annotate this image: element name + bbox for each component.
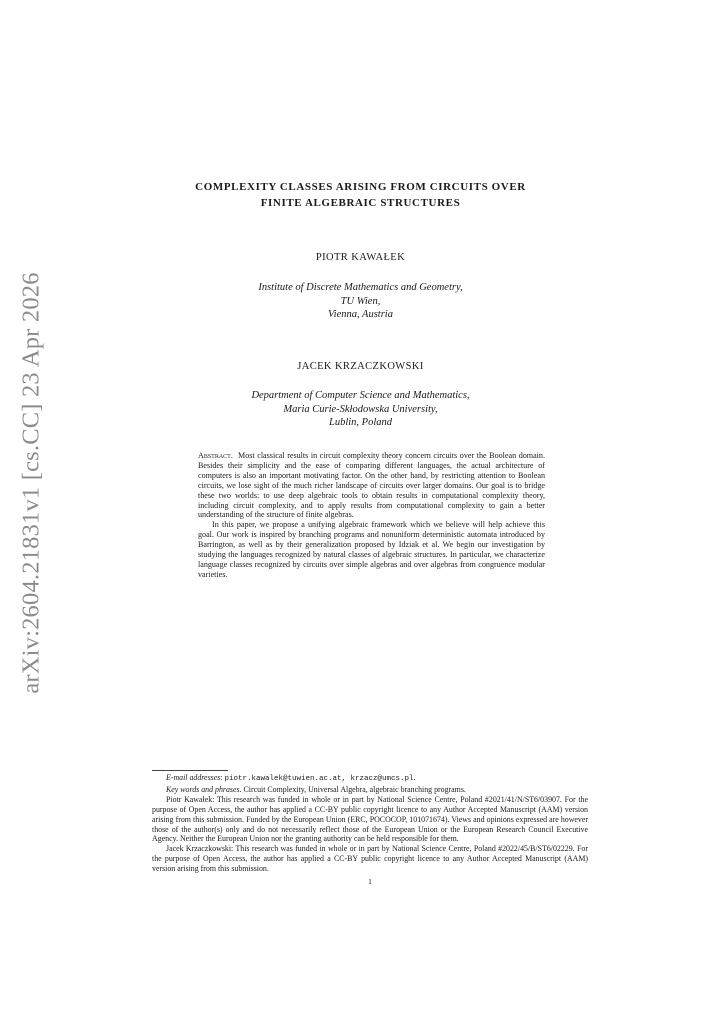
abstract-paragraph-1: [198, 451, 545, 520]
keywords-text: Circuit Complexity, Universal Algebra, algebraic branching programs.: [243, 784, 466, 794]
arxiv-identifier-text: arXiv:2604.21831v1 [cs.CC] 23 Apr 2026: [18, 272, 46, 694]
arxiv-identifier-stamp: [14, 272, 50, 694]
abstract-heading: Abstract.: [198, 451, 233, 460]
abstract-paragraph-2: In this paper, we propose a unifying algebraic framework which we believe will help achieve this goal. Our work is inspired by branching programs and nonuniform deterministic automata introduced by Barrington, as well as by their generalization proposed by Idziak et al. We begin our investigation by studying the languages recognized by natural classes of algebraic structures. In particular, we characterize language classes recognized by circuits over simple algebras and over algebras from congruence modular varieties.: [198, 520, 545, 579]
affiliation-1-line-3: Vienna, Austria: [328, 309, 393, 320]
footnote-rule: [152, 770, 228, 771]
affiliation-2-line-1: Department of Computer Science and Mathematics,: [251, 390, 470, 401]
paper-title-line-1: COMPLEXITY CLASSES ARISING FROM CIRCUITS OVER: [195, 181, 526, 193]
email-addresses: piotr.kawalek@tuwien.ac.at, krzacz@umcs.pl: [224, 775, 414, 783]
abstract-paragraph-1-text: Most classical results in circuit complexity theory concern circuits over the Boolean domain. Besides their simplicity and the ease of comparing different languages, the actual architecture of computers is also an important motivating factor. On the other hand, by restricting attention to Boolean circuits, we lose sight of the much richer landscape of circuits over larger domains. Our goal is to bridge these two worlds: to use deep algebraic tools to obtain results in computational complexity theory, including circuit complexity, and to apply results from computational complexity to gain a better understanding of the structure of finite algebras.: [198, 451, 546, 520]
author-affiliation-1: [150, 281, 571, 322]
footnote-funding-1: Piotr Kawałek: This research was funded in whole or in part by National Science Centre, Poland #2021/41/N/ST6/03907. For the purpose of Open Access, the author has applied a CC-BY public copyright licence to any Author Accepted Manuscript (AAM) version arising from this submission. Funded by the European Union (ERC, POCOCOP, 101071674). Views and opinions expressed are however those of the author(s) only and do not necessarily reflect those of the European Union or the European Research Council Executive Agency. Neither the European Union nor the granting authority can be held responsible for them.: [152, 794, 588, 844]
author-affiliation-2: [150, 389, 571, 430]
affiliation-2-line-3: Lublin, Poland: [328, 417, 392, 428]
abstract: [198, 451, 545, 580]
paper-title-line-2: FINITE ALGEBRAIC STRUCTURES: [260, 197, 461, 209]
author-name-1: PIOTR KAWAŁEK: [315, 252, 406, 263]
affiliation-2-line-2: Maria Curie-Skłodowska University,: [283, 403, 438, 415]
footnote-keywords: [152, 785, 588, 795]
keywords-label: Key words and phrases.: [166, 784, 242, 794]
affiliation-1-line-2: TU Wien,: [340, 295, 381, 307]
author-name-2: JACEK KRZACZKOWSKI: [297, 361, 424, 372]
email-label: E-mail addresses: [166, 773, 221, 782]
footnote-funding-2: Jacek Krzaczkowski: This research was funded in whole or in part by National Science Centre, Poland #2022/45/B/ST6/02229. For the purpose of Open Access, the author has applied a CC-BY public copyright licence to any Author Accepted Manuscript (AAM) version arising from this submission.: [152, 844, 588, 874]
paper-title: [150, 179, 571, 211]
affiliation-1-line-1: Institute of Discrete Mathematics and Geometry,: [258, 282, 463, 293]
page-number: 1: [368, 877, 372, 886]
footnote-emails: E-mail addresses: piotr.kawalek@tuwien.ac.at, krzacz@umcs.pl.: [166, 773, 416, 783]
footnotes: [152, 773, 588, 874]
